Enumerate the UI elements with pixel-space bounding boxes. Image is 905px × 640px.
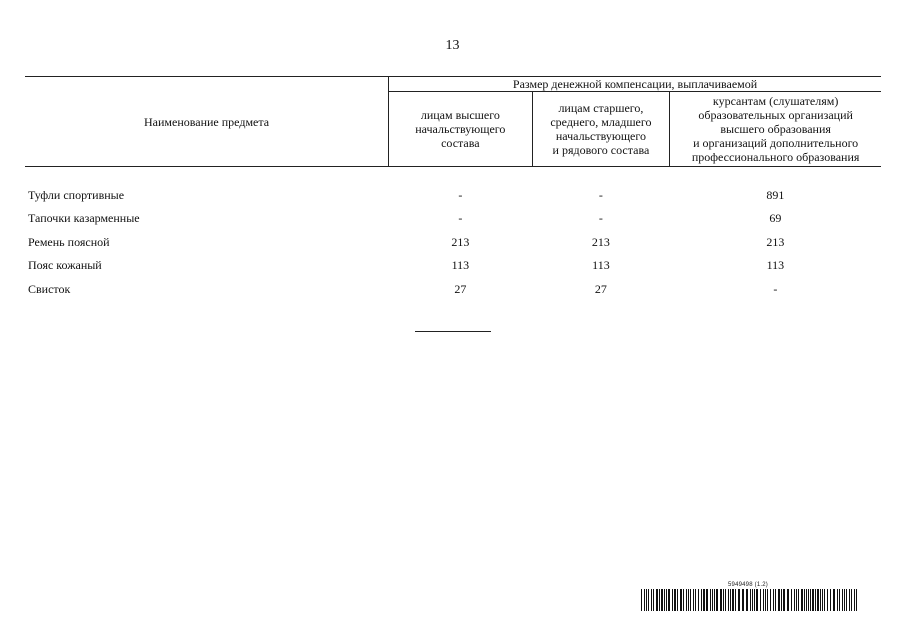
value-cell: -: [598, 187, 603, 202]
value-cell: 213: [591, 234, 610, 249]
column-header-item-name: Наименование предмета: [25, 77, 389, 167]
table-row: [25, 277, 881, 301]
value-cell: 69: [769, 211, 782, 226]
value-cell: 213: [766, 234, 785, 249]
value-cell: -: [458, 187, 463, 202]
barcode-label: 5949498 (1.2): [728, 582, 768, 588]
value-cell: 113: [766, 258, 785, 273]
table-row: [25, 230, 881, 254]
column-group-header: Размер денежной компенсации, выплачиваемой: [389, 77, 881, 92]
column-header-cadets: курсантам (слушателям) образовательных организаций высшего образования и организаций дополнительного профессионального образования: [670, 92, 881, 167]
column-header-senior-staff: лицам высшего начальствующего состава: [389, 92, 532, 167]
value-cell: -: [598, 211, 603, 226]
end-divider: [415, 331, 491, 332]
value-cell: 213: [451, 234, 470, 249]
compensation-table: [25, 76, 881, 301]
item-name: Пояс кожаный: [28, 258, 102, 273]
table-row: [25, 207, 881, 231]
value-cell: 27: [594, 281, 607, 296]
value-cell: -: [773, 281, 778, 296]
item-name: Тапочки казарменные: [28, 211, 140, 226]
item-name: Свисток: [28, 281, 71, 296]
value-cell: 891: [766, 187, 785, 202]
value-cell: 113: [592, 258, 610, 273]
barcode-image: [641, 589, 859, 611]
value-cell: 27: [454, 281, 467, 296]
page-number: 13: [445, 38, 460, 53]
value-cell: 113: [451, 258, 470, 273]
item-name: Ремень поясной: [28, 234, 110, 249]
table-row: [25, 183, 881, 207]
column-header-junior-staff: лицам старшего, среднего, младшего начальствующего и рядового состава: [532, 92, 670, 167]
item-name: Туфли спортивные: [28, 187, 125, 202]
value-cell: -: [458, 211, 463, 226]
table-row: [25, 254, 881, 278]
